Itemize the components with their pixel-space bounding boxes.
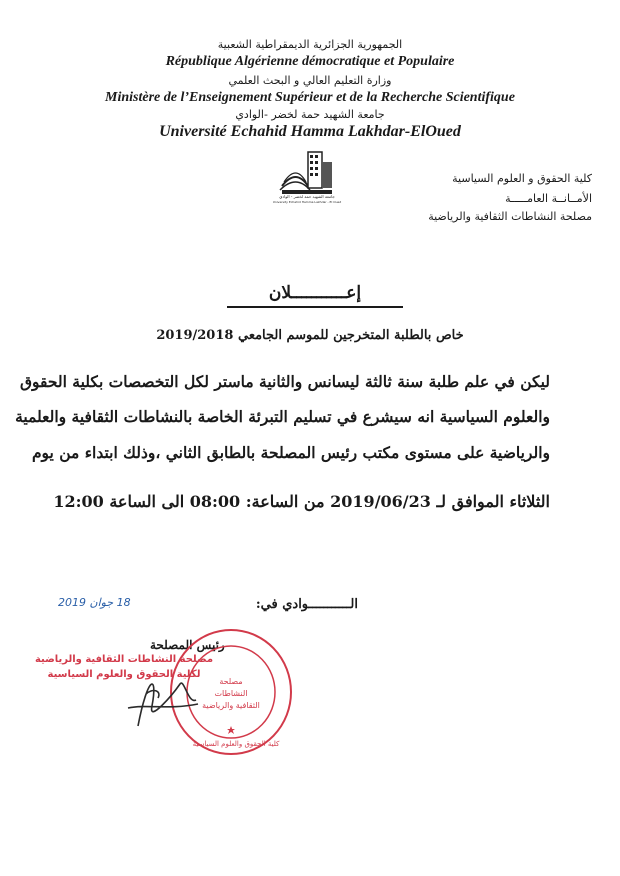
header-french-republic: République Algérienne démocratique et Populaire [165, 54, 455, 69]
stamp-line-1: مصلحة النشاطات الثقافية والرياضية [34, 654, 214, 665]
body-line-4: الثلاثاء الموافق لـ 2019/06/23 من الساعة: 08:00 الى الساعة 12:00 [53, 492, 550, 511]
faculty-name: كلية الحقوق و العلوم السياسية [452, 172, 592, 185]
general-secretariat: الأمــانــة العامـــــة [505, 192, 592, 205]
stamp-line-2: لكلية الحقوق والعلوم السياسية [47, 669, 201, 680]
body-line-3: والرياضية على مستوى مكتب رئيس المصلحة بالطابق الثاني ،وذلك ابتداء من يوم [31, 443, 550, 462]
body-line-2: والعلوم السياسية انه سيشرع في تسليم التبرئة الخاصة بالنشاطات الثقافية والعلمية [15, 407, 550, 426]
handwritten-date: 18 جوان 2019 [58, 596, 131, 609]
place-date-label: الـــــــــــوادي في: [255, 597, 358, 612]
round-stamp-bottom-text: كلية الحقوق والعلوم السياسية [192, 740, 280, 748]
title-underline [227, 306, 403, 308]
logo-caption-arabic: جامعة الشهيد حمة لخضر - الوادي [279, 194, 335, 199]
announcement-subtitle: خاص بالطلبة المتخرجين للموسم الجامعي 2019/2018 [156, 328, 464, 343]
body-line-1: ليكن في علم طلبة سنة ثالثة ليسانس والثانية ماستر لكل التخصصات بكلية الحقوق [19, 372, 550, 391]
header-arabic-republic: الجمهورية الجزائرية الديمقراطية الشعبية [217, 38, 403, 51]
signature [118, 664, 208, 734]
announcement-title: إعـــــــــــلان [268, 283, 362, 303]
service-name: مصلحة النشاطات الثقافية والرياضية [428, 210, 592, 223]
header-arabic-ministry: وزارة التعليم العالي و البحث العلمي [228, 74, 392, 87]
svg-text:مصلحة: مصلحة [219, 677, 243, 686]
header-arabic-university: جامعة الشهيد حمة لخضر -الوادي [235, 108, 385, 121]
university-logo [272, 146, 342, 208]
logo-caption-latin: University Echahid Hamma Lakhdar - El Oued [272, 200, 342, 204]
svg-text:الثقافية والرياضية: الثقافية والرياضية [202, 701, 260, 710]
signature-title: رئيس المصلحة [150, 638, 225, 652]
header-french-university: Université Echahid Hamma Lakhdar-ElOued [159, 123, 461, 140]
header-french-ministry: Ministère de l’Enseignement Supérieur et de la Recherche Scientifique [105, 90, 515, 105]
svg-text:النشاطات: النشاطات [214, 689, 248, 698]
signature-icon [118, 664, 208, 734]
